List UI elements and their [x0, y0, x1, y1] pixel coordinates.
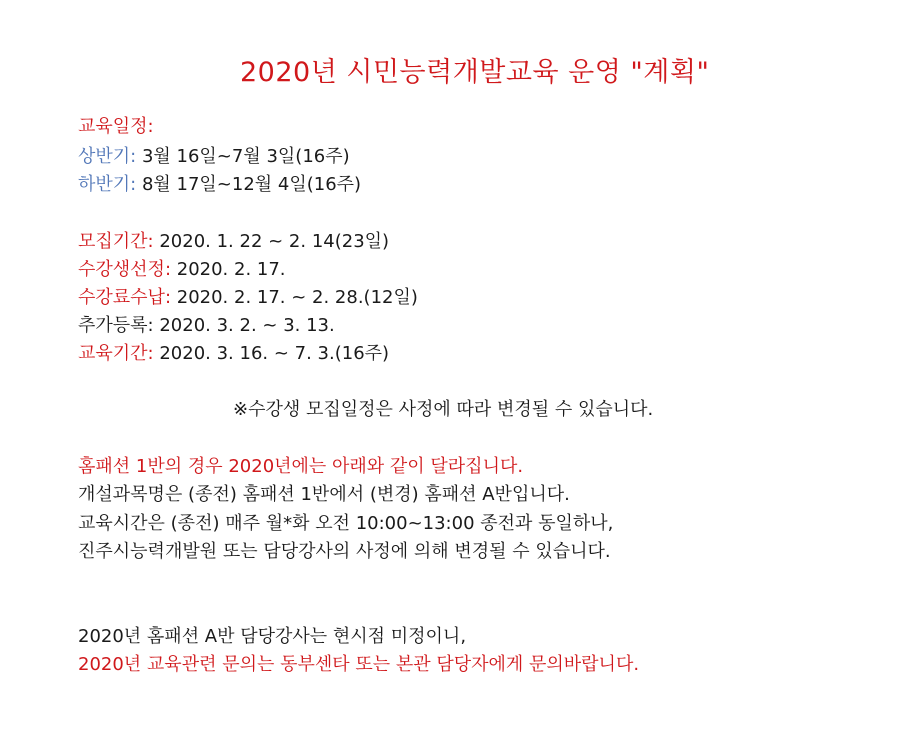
schedule-second-half [78, 176, 361, 194]
footer-contact-note: 2020년 교육관련 문의는 동부센타 또는 본관 담당자에게 문의바랍니다. [78, 654, 640, 675]
change-notice-line: 교육시간은 (종전) 매주 월*화 오전 10:00~13:00 종전과 동일하나, [78, 513, 614, 534]
second-half-label: 하반기: [78, 174, 137, 195]
first-half-value: 3월 16일~7월 3일(16주) [136, 146, 350, 167]
change-notice-line: 진주시능력개발원 또는 담당강사의 사정에 의해 변경될 수 있습니다. [78, 541, 611, 562]
period-label: 수강생선정: [78, 259, 172, 280]
footer-instructor-note: 2020년 홈패션 A반 담당강사는 현시점 미정이니, [78, 626, 467, 647]
document-title: 2020년 시민능력개발교육 운영 "계획" [240, 57, 710, 88]
period-additional-registration [78, 317, 335, 335]
schedule-first-half [78, 148, 350, 166]
period-selection [78, 261, 286, 279]
period-value: 2020. 2. 17. [171, 259, 286, 280]
change-notice-heading: 홈패션 1반의 경우 2020년에는 아래와 같이 달라집니다. [78, 456, 524, 477]
period-value: 2020. 3. 2. ~ 3. 13. [153, 315, 335, 336]
period-label: 수강료수납: [78, 287, 172, 308]
period-value: 2020. 1. 22 ~ 2. 14(23일) [153, 231, 390, 252]
schedule-heading: 교육일정: [78, 116, 154, 137]
second-half-value: 8월 17일~12월 4일(16주) [136, 174, 362, 195]
period-value: 2020. 2. 17. ~ 2. 28.(12일) [171, 287, 418, 308]
period-recruitment [78, 233, 389, 251]
period-label: 추가등록: [78, 315, 154, 336]
period-education [78, 345, 389, 363]
period-value: 2020. 3. 16. ~ 7. 3.(16주) [153, 343, 390, 364]
schedule-change-note: ※수강생 모집일정은 사정에 따라 변경될 수 있습니다. [233, 399, 654, 420]
period-payment [78, 289, 418, 307]
change-notice-line: 개설과목명은 (종전) 홈패션 1반에서 (변경) 홈패션 A반입니다. [78, 484, 570, 505]
period-label: 모집기간: [78, 231, 154, 252]
first-half-label: 상반기: [78, 146, 137, 167]
period-label: 교육기간: [78, 343, 154, 364]
